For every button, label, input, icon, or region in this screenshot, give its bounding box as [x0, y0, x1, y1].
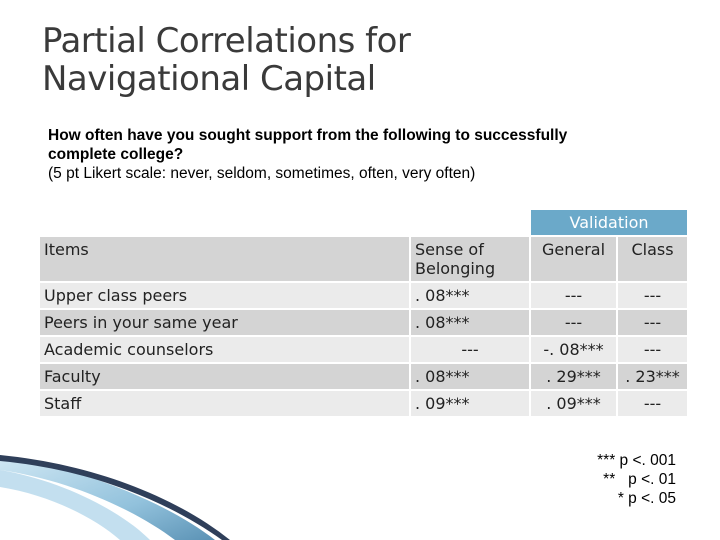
- header-general: General: [531, 237, 616, 281]
- row-class: ---: [618, 283, 687, 308]
- correlation-table: [38, 208, 689, 418]
- row-class: ---: [618, 337, 687, 362]
- table-row: [40, 337, 687, 362]
- row-class: . 23***: [618, 364, 687, 389]
- header-sense-of-belonging: Sense of Belonging: [411, 237, 529, 281]
- row-class: ---: [618, 310, 687, 335]
- row-belonging: . 08***: [411, 364, 529, 389]
- row-belonging: . 09***: [411, 391, 529, 416]
- row-item: Peers in your same year: [40, 310, 409, 335]
- significance-legend: [597, 451, 676, 508]
- header-class: Class: [618, 237, 687, 281]
- row-belonging: . 08***: [411, 310, 529, 335]
- legend-line-1: *** p <. 001: [597, 452, 676, 469]
- table-row: [40, 310, 687, 335]
- question-line-1: How often have you sought support from the following to successfully: [48, 127, 568, 144]
- table-row: [40, 364, 687, 389]
- group-header-row: [40, 210, 687, 235]
- row-general: -. 08***: [531, 337, 616, 362]
- title-line-2: Navigational Capital: [42, 59, 376, 99]
- row-item: Faculty: [40, 364, 409, 389]
- header-items: Items: [40, 237, 409, 281]
- row-class: ---: [618, 391, 687, 416]
- legend-line-3: * p <. 05: [617, 490, 676, 507]
- slide-title: [42, 22, 410, 98]
- row-general: . 29***: [531, 364, 616, 389]
- row-item: Academic counselors: [40, 337, 409, 362]
- table-row: [40, 391, 687, 416]
- column-header-row: [40, 237, 687, 281]
- table-row: [40, 283, 687, 308]
- row-item: Upper class peers: [40, 283, 409, 308]
- row-item: Staff: [40, 391, 409, 416]
- likert-scale-note: (5 pt Likert scale: never, seldom, sometimes, often, very often): [48, 165, 476, 182]
- survey-question: [48, 126, 688, 183]
- row-belonging: ---: [411, 337, 529, 362]
- row-belonging: . 08***: [411, 283, 529, 308]
- row-general: . 09***: [531, 391, 616, 416]
- validation-header: Validation: [531, 210, 687, 235]
- row-general: ---: [531, 283, 616, 308]
- row-general: ---: [531, 310, 616, 335]
- title-line-1: Partial Correlations for: [42, 21, 411, 61]
- question-line-2: complete college?: [48, 146, 184, 163]
- legend-line-2: ** p <. 01: [603, 471, 676, 488]
